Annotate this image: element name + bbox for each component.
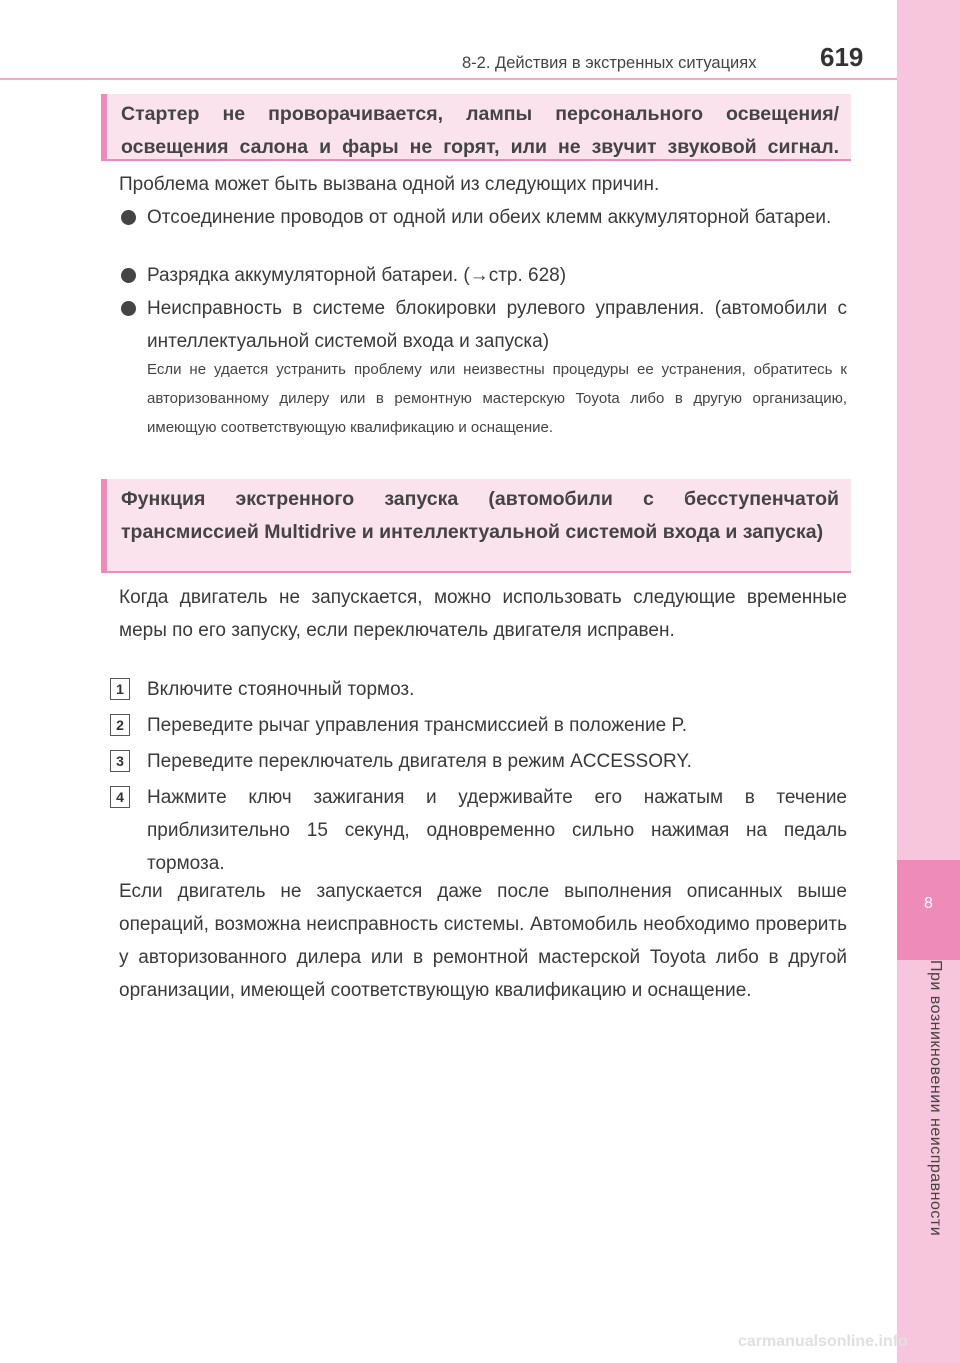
list-item xyxy=(119,201,847,234)
step-text: Включите стояночный тормоз. xyxy=(147,679,415,700)
bullet-icon xyxy=(121,210,136,225)
list-item xyxy=(119,259,847,292)
section1-heading: Стартер не проворачивается, лампы персонального освещения/ освещения салона и фары не горят, или не звучит звуковой сигнал. xyxy=(101,94,851,161)
section2-intro: Когда двигатель не запускается, можно использовать следующие временные меры по его запуску, если переключатель двигателя исправен. xyxy=(119,587,847,641)
chapter-number: 8 xyxy=(924,895,933,912)
section1-note: Если не удается устранить проблему или неизвестны процедуры ее устранения, обратитесь к авторизованному дилеру или в ремонтную мастерскую Toyota либо в другую организацию, имеющую соответствующую квалификацию и оснащение. xyxy=(147,361,847,436)
section1-intro: Проблема может быть вызвана одной из следующих причин. xyxy=(119,174,660,195)
step-number-badge: 2 xyxy=(110,714,130,736)
section2-heading: Функция экстренного запуска (автомобили с бесступенчатой трансмиссией Multidrive и интеллектуальной системой входа и запуска) xyxy=(101,479,851,573)
chapter-title: При возникновении неисправности xyxy=(927,960,944,1237)
step-number-badge: 4 xyxy=(110,786,130,808)
page-number: 619 xyxy=(820,42,864,72)
step-number-badge: 3 xyxy=(110,750,130,772)
list-item xyxy=(119,292,847,358)
list-item-text: Неисправность в системе блокировки рулевого управления. (автомобили с интеллектуальной системой входа и запуска) xyxy=(147,298,847,352)
section2-closing: Если двигатель не запускается даже после выполнения описанных выше операций, возможна неисправность системы. Автомобиль необходимо проверить у авторизованного дилера или в ремонтной мастерской Toyota либо в другой организации, имеющей соответствующую квалификацию и оснащение. xyxy=(119,881,847,1001)
step-text: Переведите рычаг управления трансмиссией в положение P. xyxy=(147,715,687,736)
header-divider xyxy=(0,78,897,80)
watermark: carmanualsonline.info xyxy=(738,1333,908,1350)
step-item xyxy=(110,673,847,706)
step-item xyxy=(110,709,847,742)
bullet-icon xyxy=(121,268,136,283)
list-item-text: Отсоединение проводов от одной или обеих клемм аккумуляторной батареи. xyxy=(147,207,832,228)
list-item-text: Разрядка аккумуляторной батареи. (→стр. 628) xyxy=(147,265,567,286)
bullet-icon xyxy=(121,301,136,316)
step-item xyxy=(110,745,847,778)
step-item xyxy=(110,781,847,880)
section-title: 8-2. Действия в экстренных ситуациях xyxy=(462,54,757,72)
step-number-badge: 1 xyxy=(110,678,130,700)
step-text: Нажмите ключ зажигания и удерживайте его нажатым в течение приблизительно 15 секунд, одновременно сильно нажимая на педаль тормоза. xyxy=(147,787,847,874)
step-text: Переведите переключатель двигателя в режим ACCESSORY. xyxy=(147,751,692,772)
